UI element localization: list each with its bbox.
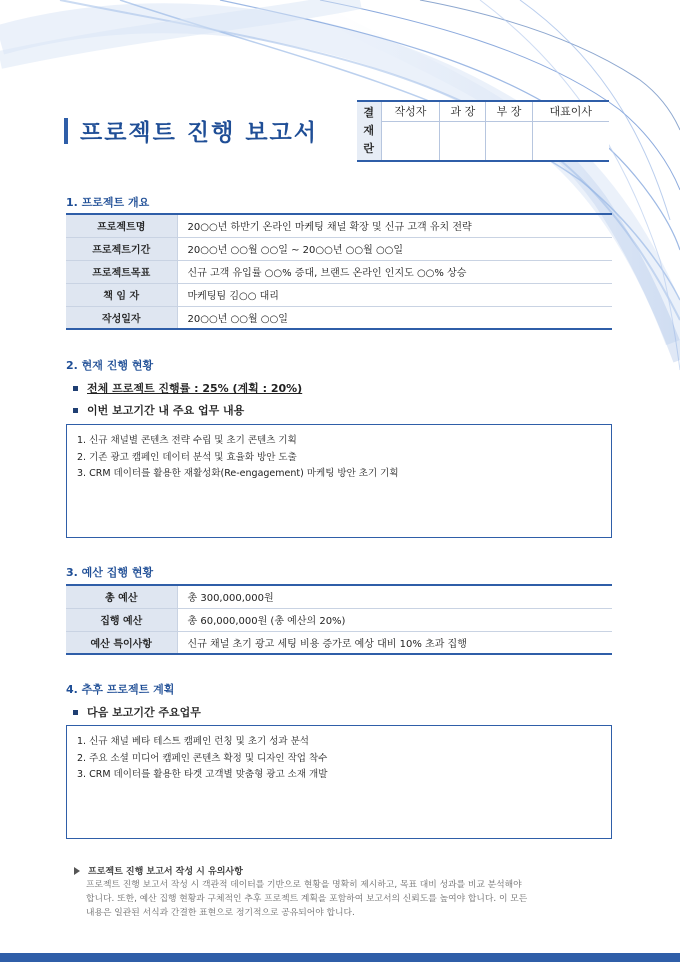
approval-role-ceo: 대표이사 [532,101,609,121]
approval-role-writer: 작성자 [381,101,440,121]
title-accent-bar [64,118,68,144]
list-item: 1. 신규 채널 베타 테스트 캠페인 런칭 및 초기 성과 분석 [77,736,309,747]
approval-label [357,101,381,161]
overview-table [66,213,612,330]
approval-label-char: 결 [363,106,375,119]
budget-value: 신규 채널 초기 광고 세팅 비용 증가로 예상 대비 10% 초과 집행 [177,631,612,654]
list-item: 2. 주요 소셜 미디어 캠페인 콘텐츠 확정 및 디자인 작업 착수 [77,752,328,764]
tasks-heading: 이번 보고기간 내 주요 업무 내용 [87,404,245,417]
table-row [66,283,612,306]
section-heading-overview: 1. 프로젝트 개요 [66,196,150,209]
list-item: 3. CRM 데이터를 활용한 타겟 고객별 맞춤형 광고 소재 개발 [77,769,328,780]
overview-value: 20○○년 ○○월 ○○일 ~ 20○○년 ○○월 ○○일 [177,237,612,260]
page-title: 프로젝트 진행 보고서 [80,120,318,146]
signature-cell-director[interactable] [486,121,532,161]
note-line: 내용은 일관된 서식과 간결한 표현으로 정기적으로 공유되어야 합니다. [86,908,355,918]
note-line: 프로젝트 진행 보고서 작성 시 객관적 데이터를 기반으로 현황을 명확히 제시하고, 목표 대비 성과를 비교 분석해야 [86,880,522,890]
overview-key: 작성일자 [66,306,177,329]
square-bullet-icon [73,386,78,391]
overview-key: 책 임 자 [66,283,177,306]
budget-key: 집행 예산 [66,608,177,631]
footer-bar [0,953,680,962]
table-row [66,585,612,608]
list-item: 3. CRM 데이터를 활용한 재활성화(Re-engagement) 마케팅 방안 초기 기획 [77,468,399,479]
approval-label-char: 란 [363,142,375,155]
overview-value: 20○○년 ○○월 ○○일 [177,306,612,329]
budget-key: 총 예산 [66,585,177,608]
progress-text: 전체 프로젝트 진행률 : 25% (계획 : 20%) [87,382,303,395]
approval-table [357,100,609,162]
approval-role-director: 부 장 [486,101,532,121]
list-item: 1. 신규 채널별 콘텐츠 전략 수립 및 초기 콘텐츠 기획 [77,435,297,446]
section-heading-budget: 3. 예산 집행 현황 [66,566,154,579]
overview-key: 프로젝트명 [66,214,177,237]
table-row [66,608,612,631]
note-heading-text: 프로젝트 진행 보고서 작성 시 유의사항 [88,867,243,877]
section-heading-status: 2. 현재 진행 현황 [66,359,154,372]
table-row [66,260,612,283]
progress-bullet [73,380,302,396]
budget-key: 예산 특이사항 [66,631,177,654]
overview-key: 프로젝트기간 [66,237,177,260]
overview-value: 20○○년 하반기 온라인 마케팅 채널 확장 및 신규 고객 유치 전략 [177,214,612,237]
table-row [66,214,612,237]
signature-cell-writer[interactable] [381,121,440,161]
tasks-bullet [73,402,244,418]
list-item: 2. 기존 광고 캠페인 데이터 분석 및 효율화 방안 도출 [77,451,297,463]
plan-bullet [73,704,201,720]
note-line: 합니다. 또한, 예산 집행 현황과 구체적인 추후 프로젝트 계획을 포함하여 보고서의 신뢰도를 높여야 합니다. 이 모든 [86,894,528,904]
overview-value: 신규 고객 유입률 ○○% 증대, 브랜드 온라인 인지도 ○○% 상승 [177,260,612,283]
triangle-bullet-icon [74,867,80,875]
tasks-box[interactable] [66,424,612,538]
signature-cell-ceo[interactable] [532,121,609,161]
signature-cell-manager[interactable] [440,121,486,161]
overview-value: 마케팅팀 김○○ 대리 [177,283,612,306]
section-heading-plan: 4. 추후 프로젝트 계획 [66,683,175,696]
budget-value: 총 300,000,000원 [177,585,612,608]
table-row [66,237,612,260]
square-bullet-icon [73,710,78,715]
note-heading [74,864,243,877]
approval-role-manager: 과 장 [440,101,486,121]
approval-label-char: 재 [363,124,375,137]
square-bullet-icon [73,408,78,413]
budget-table [66,584,612,655]
plan-box[interactable] [66,725,612,839]
plan-subheading: 다음 보고기간 주요업무 [87,706,201,719]
budget-value: 총 60,000,000원 (총 예산의 20%) [177,608,612,631]
table-row [66,631,612,654]
overview-key: 프로젝트목표 [66,260,177,283]
note-body [86,878,606,920]
table-row [66,306,612,329]
